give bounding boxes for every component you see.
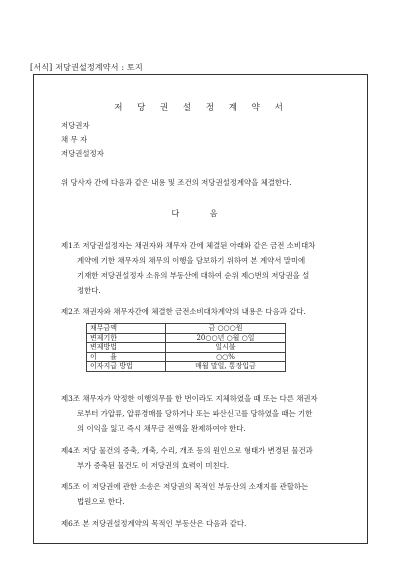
term-value: 매월 말일, 통장입금: [166, 362, 286, 372]
party-debtor: 채 무 자: [61, 135, 88, 144]
term-label: 채무금액: [87, 324, 166, 334]
table-row: [87, 343, 286, 353]
table-row: [87, 362, 286, 372]
party-mortgagor: 저당권설정자: [61, 149, 104, 158]
table-row: [87, 324, 286, 334]
article-4-line: 부가 증축된 물건도 이 저당권의 효력이 미친다.: [77, 461, 230, 470]
article-3-line: 제3조 채무자가 약정한 이행의무를 한 번이라도 지체하였을 때 또는 다른 채권자: [61, 394, 318, 403]
intro-sentence: 위 당사자 간에 다음과 같은 내용 및 조건의 저당권설정계약을 체결한다.: [61, 178, 292, 187]
article-3-line: 의 이익을 잃고 즉시 채무금 전액을 완제하여야 한다.: [77, 424, 246, 433]
term-label: 이 율: [87, 352, 166, 362]
term-value: 금 ○○○원: [166, 324, 286, 334]
contract-frame: [33, 74, 368, 544]
article-2: 제2조 채권자와 채무자간에 체결한 금전소비대차계약의 내용은 다음과 같다.: [61, 307, 306, 316]
article-5-line: 법원으로 한다.: [77, 497, 125, 506]
article-4-line: 제4조 저당 물건의 증축, 개축, 수리, 개조 등의 원인으로 형태가 변경된 물건과: [61, 446, 313, 455]
article-3-line: 로부터 가압류, 압류경매를 당하거나 또는 파산신고를 당하였을 때는 기한: [77, 409, 313, 418]
term-label: 이자지급 방법: [87, 362, 166, 372]
article-1-line: 계약에 기한 채무자의 채무의 이행을 담보하기 위하여 본 계약서 말미에: [77, 256, 306, 265]
loan-terms-table: [86, 323, 286, 372]
term-value: ○○%: [166, 352, 286, 362]
article-1-line: 기재한 저당권설정자 소유의 부동산에 대하여 순위 제○번의 저당권을 설: [77, 271, 310, 280]
table-row: [87, 333, 286, 343]
article-5-line: 제5조 이 저당권에 관한 소송은 저당권의 목적인 부동산의 소재지를 관할하는: [61, 482, 309, 491]
term-label: 변제방법: [87, 343, 166, 353]
article-1-line: 제1조 저당권설정자는 채권자와 채무자 간에 체결된 아래와 같은 금전 소비대차: [61, 241, 316, 250]
center-heading: 다 음: [171, 209, 232, 218]
table-row: [87, 352, 286, 362]
form-header: [서식] 저당권설정계약서 : 토지: [30, 63, 143, 72]
term-value: 일시불: [166, 343, 286, 353]
contract-title: 저 당 권 설 정 계 약 서: [114, 103, 289, 113]
article-1-line: 정한다.: [77, 286, 101, 295]
party-mortgagee: 저당권자: [61, 121, 90, 130]
article-6: 제6조 본 저당권설정계약의 목적인 부동산은 다음과 같다.: [61, 519, 247, 528]
term-value: 20○○년 ○월 ○일: [166, 333, 286, 343]
term-label: 변제기한: [87, 333, 166, 343]
